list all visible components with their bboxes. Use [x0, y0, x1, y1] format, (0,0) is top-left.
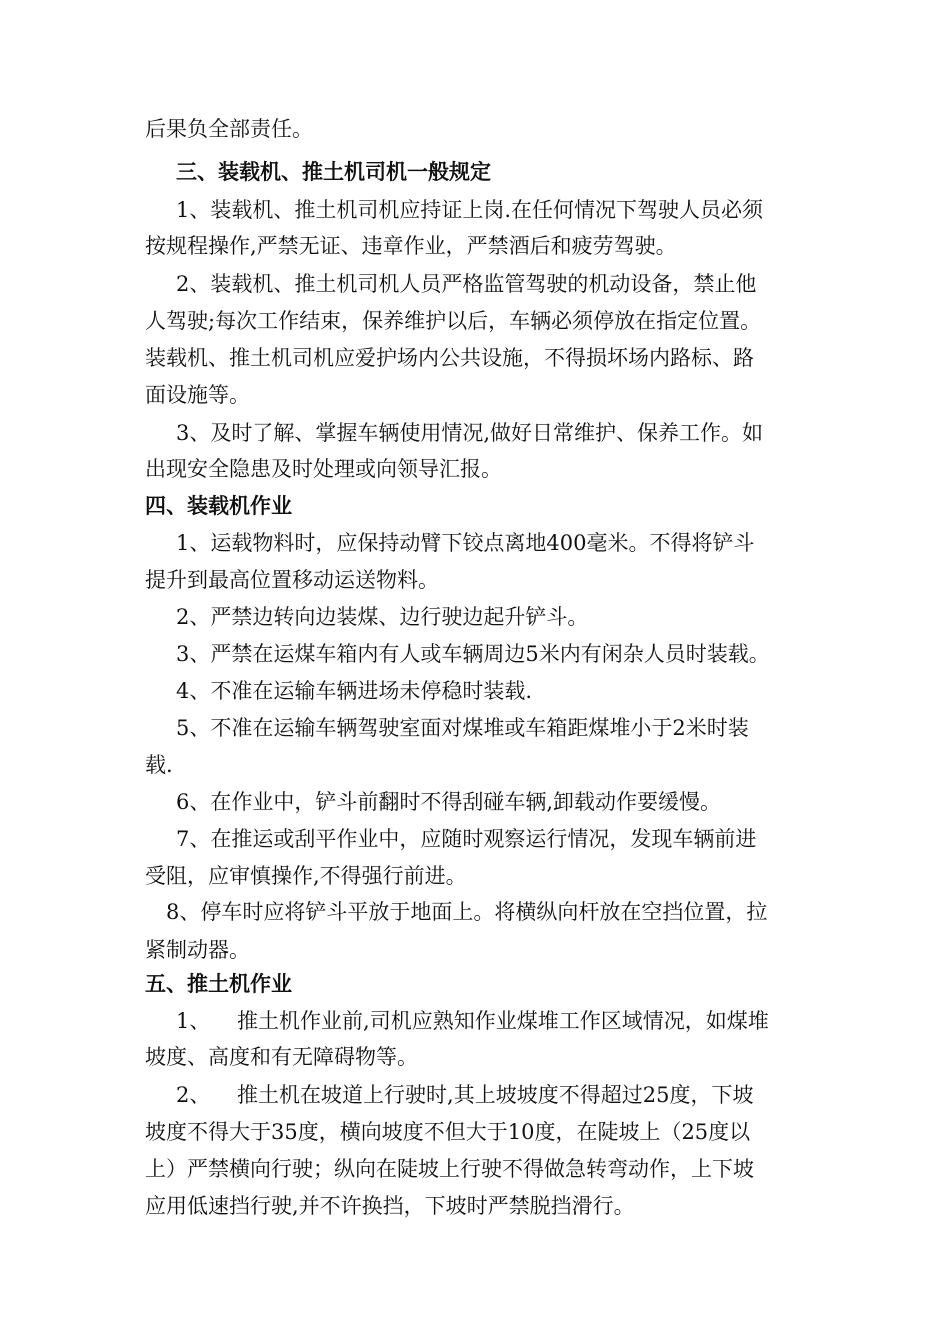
paragraph-line: 提升到最高位置移动运送物料。	[145, 568, 439, 592]
paragraph-line: 上）严禁横向行驶；纵向在陡坡上行驶不得做急转弯动作，上下坡	[145, 1157, 754, 1181]
paragraph-line: 应用低速挡行驶,并不许换挡，下坡时严禁脱挡滑行。	[145, 1194, 635, 1218]
paragraph-line: 7、在推运或刮平作业中，应随时观察运行情况，发现车辆前进	[176, 827, 757, 851]
paragraph-line: 8、停车时应将铲斗平放于地面上。将横纵向杆放在空挡位置，拉	[166, 900, 768, 924]
paragraph-line: 3、严禁在运煤车箱内有人或车辆周边5米内有闲杂人员时装载。	[176, 642, 770, 666]
paragraph-line: 6、在作业中，铲斗前翻时不得刮碰车辆,卸载动作要缓慢。	[176, 790, 722, 814]
paragraph-line: 载.	[145, 753, 173, 777]
paragraph-line: 紧制动器。	[145, 938, 250, 962]
section-heading: 五、推土机作业	[145, 972, 292, 996]
paragraph-line: 2、装载机、推土机司机人员严格监管驾驶的机动设备，禁止他	[176, 272, 757, 296]
section-heading: 四、装载机作业	[145, 494, 292, 518]
paragraph-line: 4、不准在运输车辆进场未停稳时装载.	[176, 679, 533, 703]
paragraph-line: 2、严禁边转向边装煤、边行驶边起升铲斗。	[176, 605, 589, 629]
paragraph-line: 1、 推土机作业前,司机应熟知作业煤堆工作区域情况，如煤堆	[176, 1009, 769, 1033]
paragraph-line: 1、运载物料时，应保持动臂下铰点离地400毫米。不得将铲斗	[176, 531, 755, 555]
paragraph-line: 3、及时了解、掌握车辆使用情况,做好日常维护、保养工作。如	[176, 421, 764, 445]
paragraph-line: 1、装载机、推土机司机应持证上岗.在任何情况下驾驶人员必须	[176, 198, 764, 222]
paragraph-line: 按规程操作,严禁无证、违章作业，严禁酒后和疲劳驾驶。	[145, 234, 677, 258]
paragraph-line: 2、 推土机在坡道上行驶时,其上坡坡度不得超过25度，下坡	[176, 1083, 754, 1107]
text-line: 后果负全部责任。	[145, 117, 313, 141]
section-heading: 三、装载机、推土机司机一般规定	[176, 160, 491, 184]
paragraph-line: 装载机、推土机司机应爱护场内公共设施，不得损坏场内路标、路	[145, 346, 754, 370]
paragraph-line: 5、不准在运输车辆驾驶室面对煤堆或车箱距煤堆小于2米时装	[176, 716, 749, 740]
paragraph-line: 面设施等。	[145, 383, 250, 407]
paragraph-line: 坡度、高度和有无障碍物等。	[145, 1045, 418, 1069]
paragraph-line: 人驾驶;每次工作结束，保养维护以后，车辆必须停放在指定位置。	[145, 309, 762, 333]
paragraph-line: 受阻，应审慎操作,不得强行前进。	[145, 864, 467, 888]
paragraph-line: 出现安全隐患及时处理或向领导汇报。	[145, 457, 502, 481]
paragraph-line: 坡度不得大于35度，横向坡度不但大于10度，在陡坡上（25度以	[145, 1120, 751, 1144]
